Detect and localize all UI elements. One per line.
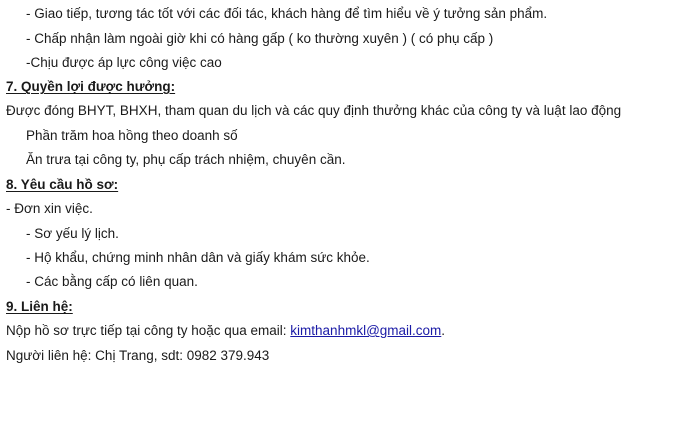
document-item: - Đơn xin việc. — [6, 201, 93, 216]
contact-submit-end: . — [441, 323, 446, 338]
duty-line: - Giao tiếp, tương tác tốt với các đối tác, khách hàng để tìm hiểu về ý tưởng sản phẩm. — [26, 6, 548, 21]
contact-submit-line — [6, 322, 445, 340]
document-item: - Hộ khẩu, chứng minh nhân dân và giấy khám sức khỏe. — [26, 250, 370, 265]
benefit-item: Phần trăm hoa hồng theo doanh số — [26, 128, 238, 143]
email-link[interactable]: kimthanhmkl@gmail.com — [290, 323, 442, 338]
document-item: - Các bằng cấp có liên quan. — [26, 274, 198, 289]
duty-line: - Chấp nhận làm ngoài giờ khi có hàng gấp ( ko thường xuyên ) ( có phụ cấp ) — [26, 31, 494, 46]
contact-submit-text: Nộp hồ sơ trực tiếp tại công ty hoặc qua email: — [6, 323, 291, 338]
contact-heading: 9. Liên hệ: — [6, 299, 73, 314]
document-item: - Sơ yếu lý lịch. — [26, 226, 119, 241]
benefit-item: Ăn trưa tại công ty, phụ cấp trách nhiệm, chuyên cần. — [26, 152, 346, 167]
documents-heading: 8. Yêu cầu hồ sơ: — [6, 177, 119, 192]
contact-person: Người liên hệ: Chị Trang, sdt: 0982 379.943 — [6, 348, 270, 363]
benefits-intro: Được đóng BHYT, BHXH, tham quan du lịch và các quy định thưởng khác của công ty và luật lao động — [6, 103, 622, 118]
benefits-heading: 7. Quyền lợi được hưởng: — [6, 79, 176, 94]
duty-line: -Chịu được áp lực công việc cao — [26, 55, 222, 70]
